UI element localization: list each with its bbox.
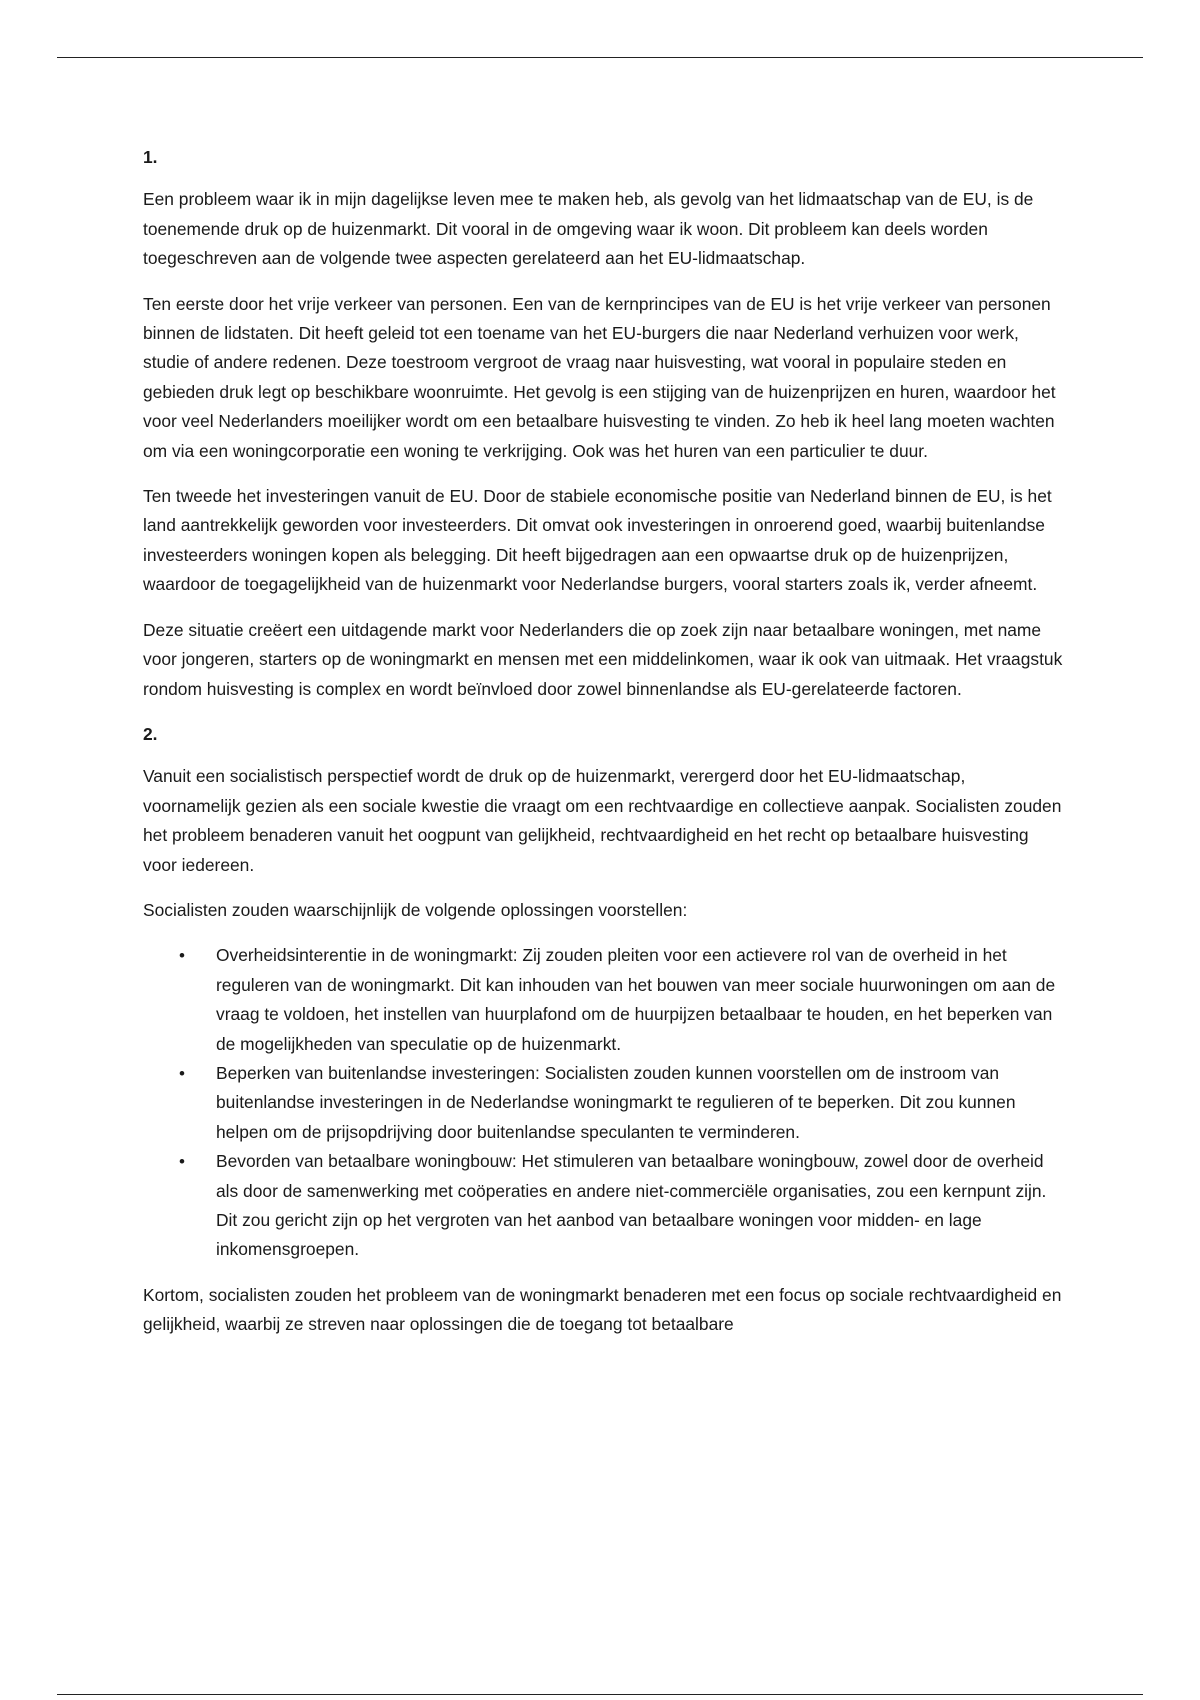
header-rule: [57, 57, 1143, 58]
bullet-icon: •: [179, 1063, 185, 1083]
section-1-paragraph-1: Een probleem waar ik in mijn dagelijkse leven mee te maken heb, als gevolg van het lidmaatschap van de EU, is de toenemende druk op de huizenmarkt. Dit vooral in de omgeving waar ik woon. Dit probleem kan deels worden toegeschreven aan de volgende twee aspecten gerelateerd aan het EU-lidmaatschap.: [143, 189, 1034, 269]
section-2-heading: 2.: [143, 723, 158, 744]
section-1-heading: 1.: [143, 147, 158, 167]
solutions-list: [143, 941, 1063, 1264]
bullet-icon: •: [179, 946, 185, 966]
list-item: [143, 941, 1063, 1059]
list-item-text: Overheidsinterentie in de woningmarkt: Zij zouden pleiten voor een actievere rol van de overheid in het reguleren van de woningmarkt. Dit kan inhouden van het bouwen van meer sociale huurwoningen om aan de vraag te voldoen, het instellen van huurplafond om de huurpijzen betaalbaar te houden, en het beperken van de mogelijkheden van speculatie op de huizenmarkt.: [216, 945, 1056, 1054]
section-2-intro: Vanuit een socialistisch perspectief wordt de druk op de huizenmarkt, verergerd door het EU-lidmaatschap, voornamelijk gezien als een sociale kwestie die vraagt om een rechtvaardige en collectieve aanpak. Socialisten zouden het probleem benaderen vanuit het oogpunt van gelijkheid, rechtvaardigheid en het recht op betaalbare huisvesting voor iedereen.: [143, 766, 1062, 875]
section-2-closing: Kortom, socialisten zouden het probleem van de woningmarkt benaderen met een focus op sociale rechtvaardigheid en gelijkheid, waarbij ze streven naar oplossingen die de toegang tot betaalbare: [143, 1284, 1062, 1335]
section-1-paragraph-4: Deze situatie creëert een uitdagende markt voor Nederlanders die op zoek zijn naar betaalbare woningen, met name voor jongeren, starters op de woningmarkt en mensen met een middelinkomen, waar ik ook van uitmaak. Het vraagstuk rondom huisvesting is complex en wordt beïnvloed door zowel binnenlandse als EU-gerelateerde factoren.: [143, 619, 1063, 699]
section-2-lead: Socialisten zouden waarschijnlijk de volgende oplossingen voorstellen:: [143, 899, 688, 920]
list-item-text: Beperken van buitenlandse investeringen: Socialisten zouden kunnen voorstellen om de instroom van buitenlandse investeringen in de Nederlandse woningmarkt te regulieren of te beperken. Dit zou kunnen helpen om de prijsopdrijving door buitenlandse speculanten te verminderen.: [216, 1062, 1016, 1142]
list-item: [143, 1147, 1063, 1265]
bullet-icon: •: [179, 1152, 185, 1172]
footer-rule: [57, 1694, 1143, 1695]
section-1-paragraph-2: Ten eerste door het vrije verkeer van personen. Een van de kernprincipes van de EU is het vrije verkeer van personen binnen de lidstaten. Dit heeft geleid tot een toename van het EU-burgers die naar Nederland verhuizen voor werk, studie of andere redenen. Deze toestroom vergroot de vraag naar huisvesting, wat vooral in populaire steden en gebieden druk legt op beschikbare woonruimte. Het gevolg is een stijging van de huizenprijzen en huren, waardoor het voor veel Nederlanders moeilijker wordt om een betaalbare huisvesting te vinden. Zo heb ik heel lang moeten wachten om via een woningcorporatie een woning te verkrijging. Ook was het huren van een particulier te duur.: [143, 293, 1056, 461]
list-item: [143, 1059, 1063, 1147]
document-body: [143, 143, 1063, 1356]
list-item-text: Bevorden van betaalbare woningbouw: Het stimuleren van betaalbare woningbouw, zowel door de overheid als door de samenwerking met coöperaties en andere niet-commerciële organisaties, zou een kernpunt zijn. Dit zou gericht zijn op het vergroten van het aanbod van betaalbare woningen voor midden- en lage inkomensgroepen.: [216, 1151, 1047, 1260]
section-1-paragraph-3: Ten tweede het investeringen vanuit de EU. Door de stabiele economische positie van Nederland binnen de EU, is het land aantrekkelijk geworden voor investeerders. Dit omvat ook investeringen in onroerend goed, waarbij buitenlandse investeerders woningen kopen als belegging. Dit heeft bijgedragen aan een opwaartse druk op de huizenprijzen, waardoor de toegagelijkheid van de huizenmarkt voor Nederlandse burgers, vooral starters zoals ik, verder afneemt.: [143, 486, 1052, 595]
